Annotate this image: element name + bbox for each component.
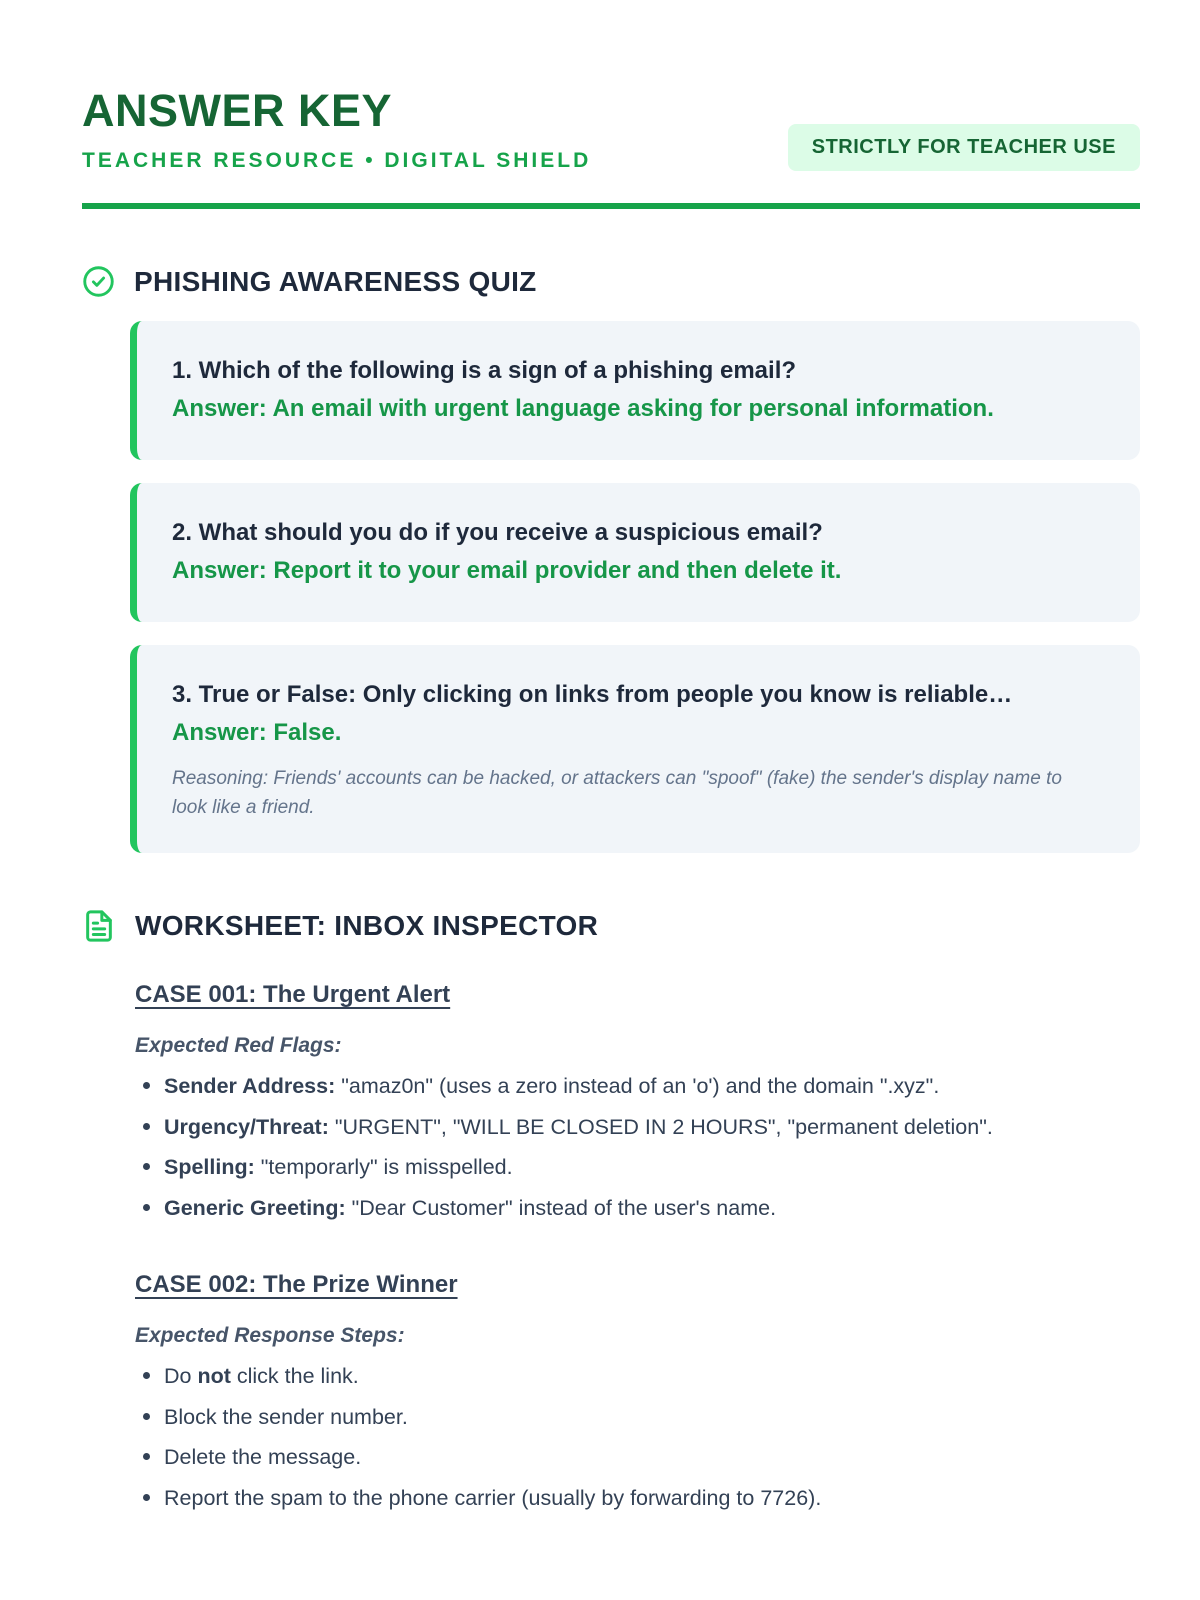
list-item: Delete the message. [135, 1442, 1140, 1473]
quiz-heading: PHISHING AWARENESS QUIZ [134, 265, 537, 297]
quiz-question: 2. What should you do if you receive a suspicious email? [172, 518, 823, 546]
case-002-title: CASE 002: The Prize Winner [135, 1271, 458, 1299]
list-item: Urgency/Threat: "URGENT", "WILL BE CLOSED IN 2 HOURS", "permanent deletion". [135, 1112, 1140, 1143]
list-item: Spelling: "temporarly" is misspelled. [135, 1152, 1140, 1183]
header [82, 85, 1140, 173]
worksheet-heading: WORKSHEET: INBOX INSPECTOR [135, 910, 599, 942]
quiz-answer: Answer: An email with urgent language asking for personal information. [172, 395, 994, 423]
list-item: Generic Greeting: "Dear Customer" instead of the user's name. [135, 1193, 1140, 1224]
quiz-question: 3. True or False: Only clicking on links from people you know is reliable… [172, 680, 1013, 708]
case-001-title: CASE 001: The Urgent Alert [135, 981, 451, 1009]
check-circle-icon [82, 265, 115, 298]
quiz-answer-card [130, 321, 1140, 460]
page-subtitle: TEACHER RESOURCE • DIGITAL SHIELD [82, 149, 592, 172]
list-item: Do not click the link. [135, 1361, 1140, 1392]
quiz-question: 1. Which of the following is a sign of a phishing email? [172, 357, 797, 384]
case-001-label: Expected Red Flags: [135, 1034, 342, 1058]
list-item: Report the spam to the phone carrier (usually by forwarding to 7726). [135, 1483, 1140, 1514]
header-divider [82, 203, 1140, 209]
case-001-list [135, 1071, 1140, 1223]
quiz-answer-card [130, 483, 1140, 622]
list-item: Sender Address: "amaz0n" (uses a zero instead of an 'o') and the domain ".xyz". [135, 1071, 1140, 1102]
header-titles [82, 85, 591, 173]
page-title: ANSWER KEY [82, 85, 393, 136]
quiz-answer: Answer: Report it to your email provider and then delete it. [172, 557, 842, 585]
worksheet-section-heading [82, 909, 1140, 943]
quiz-answer: Answer: False. [172, 718, 342, 746]
quiz-section-heading [82, 265, 1140, 298]
quiz-answer-card [130, 645, 1140, 854]
quiz-answer-reasoning: Reasoning: Friends' accounts can be hacked, or attackers can "spoof" (fake) the sender's display name to look like a friend. [172, 768, 1062, 818]
case-002-label: Expected Response Steps: [135, 1324, 405, 1348]
teacher-use-badge: STRICTLY FOR TEACHER USE [788, 124, 1140, 171]
case-002-list [135, 1361, 1140, 1513]
file-text-icon [82, 909, 116, 943]
list-item: Block the sender number. [135, 1402, 1140, 1433]
